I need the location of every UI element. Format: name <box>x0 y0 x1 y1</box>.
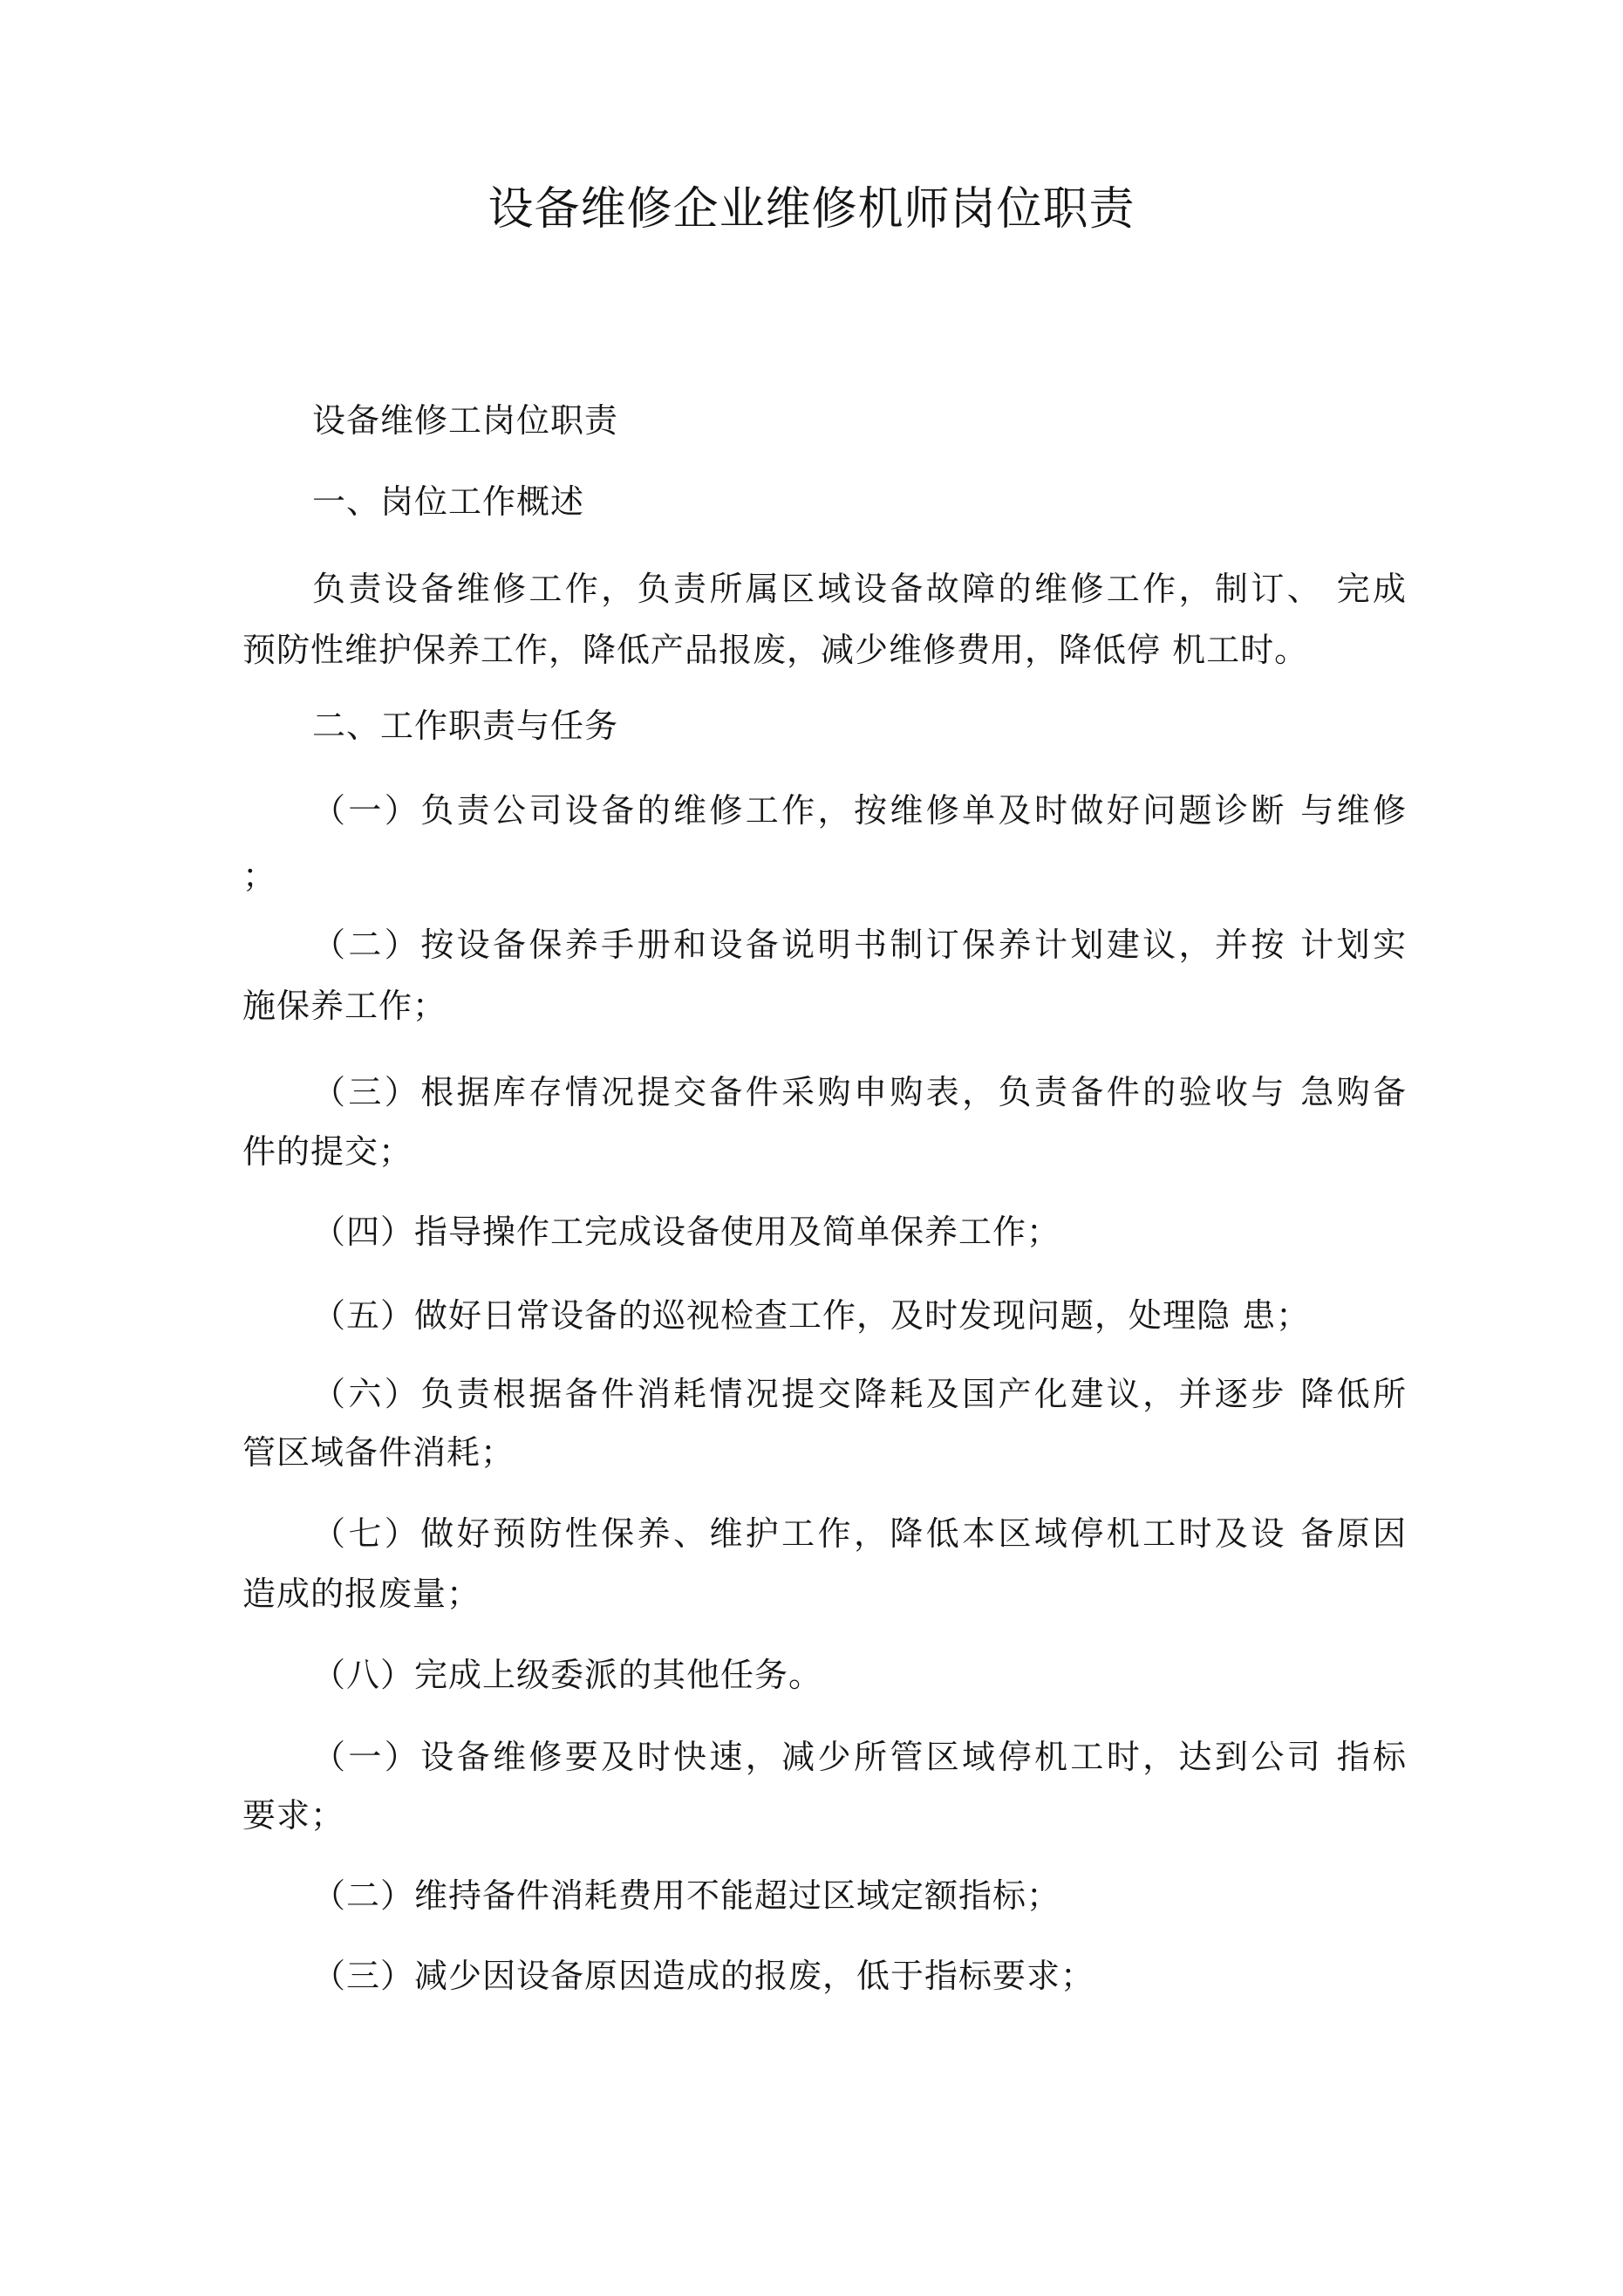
duty-6-line-1: （六）负责根据备件消耗情况提交降耗及国产化建议，并逐步 降低所 <box>312 1375 1407 1413</box>
duty-3-line-1: （三）根据库存情况提交备件采购申购表，负责备件的验收与 急购备 <box>312 1073 1407 1111</box>
duty-5-line-1: （五）做好日常设备的巡视检查工作，及时发现问题，处理隐 患； <box>312 1296 1311 1335</box>
duty-2-line-1: （二）按设备保养手册和设备说明书制订保养计划建议，并按 计划实 <box>312 926 1407 964</box>
section-heading-overview: 一、岗位工作概述 <box>312 482 585 521</box>
duty-7-line-1: （七）做好预防性保养、维护工作，降低本区域停机工时及设 备原因 <box>312 1514 1407 1553</box>
duty-4-line-1: （四）指导操作工完成设备使用及简单保养工作； <box>312 1213 1061 1251</box>
requirement-2-line-1: （二）维持备件消耗费用不能超过区域定额指标； <box>312 1876 1061 1915</box>
duty-6-line-2: 管区域备件消耗； <box>242 1433 515 1472</box>
section-heading-duties: 二、工作职责与任务 <box>312 707 619 745</box>
duty-2-line-2: 施保养工作； <box>242 987 447 1025</box>
document-title: 设备维修企业维修机师岗位职责 <box>488 183 1135 236</box>
subtitle: 设备维修工岗位职责 <box>312 401 619 440</box>
overview-line-1: 负责设备维修工作，负责所属区域设备故障的维修工作，制订、 完成 <box>312 570 1407 608</box>
duty-1-line-2: ； <box>242 857 277 895</box>
duty-8-line-1: （八）完成上级委派的其他任务。 <box>312 1656 823 1694</box>
duty-3-line-2: 件的提交； <box>242 1132 413 1171</box>
overview-line-2: 预防性维护保养工作，降低产品报废，减少维修费用，降低停 机工时。 <box>242 631 1309 669</box>
duty-7-line-2: 造成的报废量； <box>242 1575 481 1613</box>
duty-1-line-1: （一）负责公司设备的维修工作，按维修单及时做好问题诊断 与维修 <box>312 791 1407 830</box>
requirement-1-line-2: 要求； <box>242 1796 345 1835</box>
requirement-3-line-1: （三）减少因设备原因造成的报废，低于指标要求； <box>312 1957 1095 1995</box>
requirement-1-line-1: （一）设备维修要及时快速，减少所管区域停机工时，达到公司 指标 <box>312 1738 1407 1776</box>
